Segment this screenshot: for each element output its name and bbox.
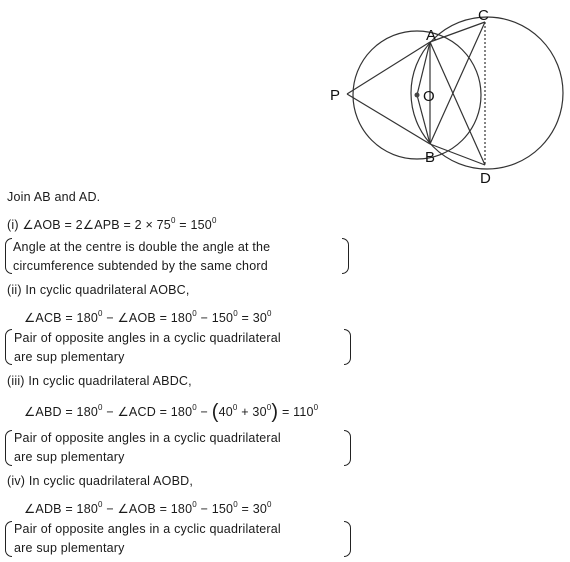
degree-sup: 0 (170, 216, 176, 225)
degree-sup: 0 (98, 500, 103, 509)
part-iii-eq-c: − (196, 405, 212, 419)
geometry-figure (320, 7, 570, 190)
part-iv-reason-2: are sup plementary (14, 541, 125, 555)
part-ii-equation (24, 309, 272, 325)
part-i-equation (7, 216, 217, 232)
label-O: O (423, 88, 435, 105)
part-iv-eq-c: − 150 (196, 502, 234, 516)
degree-sup: 0 (233, 309, 238, 318)
degree-sup: 0 (313, 403, 319, 412)
left-paren (5, 329, 12, 365)
part-iv-eq-b: − ∠AOB = 180 (102, 502, 193, 516)
degree-sup: 0 (192, 403, 197, 412)
right-paren (342, 238, 349, 274)
label-A: A (426, 27, 437, 44)
part-iv-reason-1: Pair of opposite angles in a cyclic quadrilateral (14, 522, 281, 536)
label-C: C (478, 7, 489, 24)
part-iii-eq-d: 40 (218, 405, 233, 419)
part-iv-eq-d: = 30 (237, 502, 268, 516)
label-P: P (330, 87, 341, 104)
right-paren (344, 329, 351, 365)
part-iii-eq-b: − ∠ACD = 180 (102, 405, 193, 419)
degree-sup: 0 (192, 500, 197, 509)
close-bracket: ) (271, 401, 279, 423)
right-paren (344, 430, 351, 466)
line-PB (347, 94, 430, 144)
part-i-eq-a: ∠AOB = 2∠APB = 2 × 75 (22, 218, 171, 232)
degree-sup: 0 (233, 500, 238, 509)
center-dot (415, 93, 420, 98)
part-ii-reason-2: are sup plementary (14, 350, 125, 364)
part-ii-heading: (ii) In cyclic quadrilateral AOBC, (7, 283, 190, 297)
degree-sup: 0 (267, 500, 272, 509)
label-B: B (425, 149, 436, 166)
part-i-reason-2: circumference subtended by the same chord (13, 259, 268, 273)
part-iii-reason-2: are sup plementary (14, 450, 125, 464)
degree-sup: 0 (267, 309, 272, 318)
part-iii-eq-e: + 30 (237, 405, 267, 419)
part-ii-reason-1: Pair of opposite angles in a cyclic quadrilateral (14, 331, 281, 345)
left-paren (5, 430, 12, 466)
part-ii-eq-c: − 150 (196, 311, 234, 325)
join-line: Join AB and AD. (7, 190, 101, 204)
left-paren (5, 238, 12, 274)
part-iii-heading: (iii) In cyclic quadrilateral ABDC, (7, 374, 192, 388)
degree-sup: 0 (266, 403, 272, 412)
part-iv-heading: (iv) In cyclic quadrilateral AOBD, (7, 474, 194, 488)
part-iv-eq-a: ∠ADB = 180 (24, 502, 99, 516)
left-paren (5, 521, 12, 557)
part-iii-reason-1: Pair of opposite angles in a cyclic quadrilateral (14, 431, 281, 445)
part-ii-eq-a: ∠ACB = 180 (24, 311, 99, 325)
line-BC (430, 22, 485, 144)
degree-sup: 0 (232, 403, 238, 412)
open-bracket: ( (211, 401, 219, 423)
part-iii-eq-f: = 110 (278, 405, 314, 419)
part-iii-eq-a: ∠ABD = 180 (24, 405, 99, 419)
degree-sup: 0 (192, 309, 197, 318)
degree-sup: 0 (211, 216, 217, 225)
label-D: D (480, 170, 491, 187)
degree-sup: 0 (98, 403, 103, 412)
part-iv-equation (24, 500, 272, 516)
part-ii-eq-b: − ∠AOB = 180 (102, 311, 193, 325)
part-i-number: (i) (7, 218, 19, 232)
right-paren (344, 521, 351, 557)
part-ii-eq-d: = 30 (237, 311, 268, 325)
part-i-eq-b: = 150 (175, 218, 212, 232)
part-iii-equation (24, 401, 318, 424)
part-i-reason-1: Angle at the centre is double the angle at the (13, 240, 271, 254)
degree-sup: 0 (98, 309, 103, 318)
